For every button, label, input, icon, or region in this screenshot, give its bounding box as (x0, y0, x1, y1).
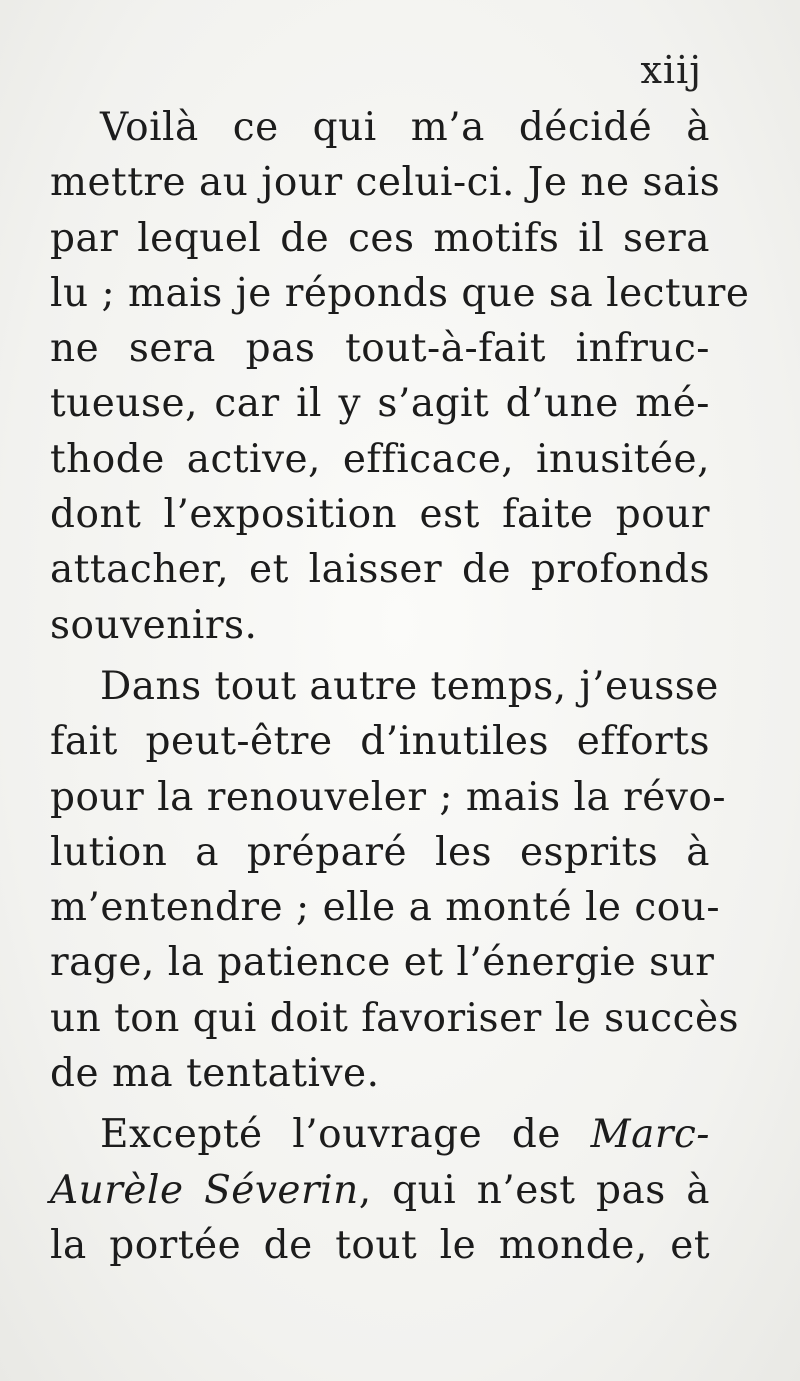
text-line: dont l’exposition est faite pour (50, 492, 710, 538)
text-line: tueuse, car il y s’agit d’une mé- (50, 381, 710, 427)
paragraph-1 (50, 100, 750, 653)
text-line: m’entendre ; elle a monté le cou- (50, 885, 721, 931)
text-run: Excepté l’ouvrage de (100, 1112, 561, 1158)
text-run: , qui n’est pas à (358, 1167, 710, 1213)
text-line: par lequel de ces motifs il sera (50, 215, 710, 261)
text-line (50, 1107, 710, 1162)
text-line: rage, la patience et l’énergie sur (50, 940, 715, 986)
paragraph-2 (50, 659, 740, 1101)
text-line: Dans tout autre temps, j’eusse (100, 663, 719, 709)
text-line: mettre au jour celui-ci. Je ne sais (50, 160, 721, 206)
page-number: xiij (640, 48, 702, 92)
body-text (50, 100, 750, 1273)
text-line: lution a préparé les esprits à (50, 829, 710, 875)
text-line: Voilà ce qui m’a décidé à (100, 105, 710, 150)
text-line: de ma tentative. (50, 1051, 380, 1097)
paragraph-3 (50, 1107, 710, 1273)
text-line: un ton qui doit favoriser le succès (50, 995, 740, 1041)
text-line: fait peut-être d’inutiles efforts (50, 719, 710, 765)
text-line: pour la renouveler ; mais la révo- (50, 774, 727, 820)
text-line: ne sera pas tout-à-fait infruc- (50, 326, 710, 372)
text-line: thode active, efficace, inusitée, (50, 436, 710, 482)
text-line: la portée de tout le monde, et (50, 1222, 710, 1268)
italic-author-name: Marc- (590, 1112, 710, 1158)
text-line: attacher, et laisser de profonds (50, 547, 710, 593)
italic-author-name: Aurèle Séverin (50, 1167, 359, 1213)
text-line: lu ; mais je réponds que sa lecture (50, 270, 750, 316)
text-line: souvenirs. (50, 602, 258, 648)
text-line (50, 1163, 710, 1218)
